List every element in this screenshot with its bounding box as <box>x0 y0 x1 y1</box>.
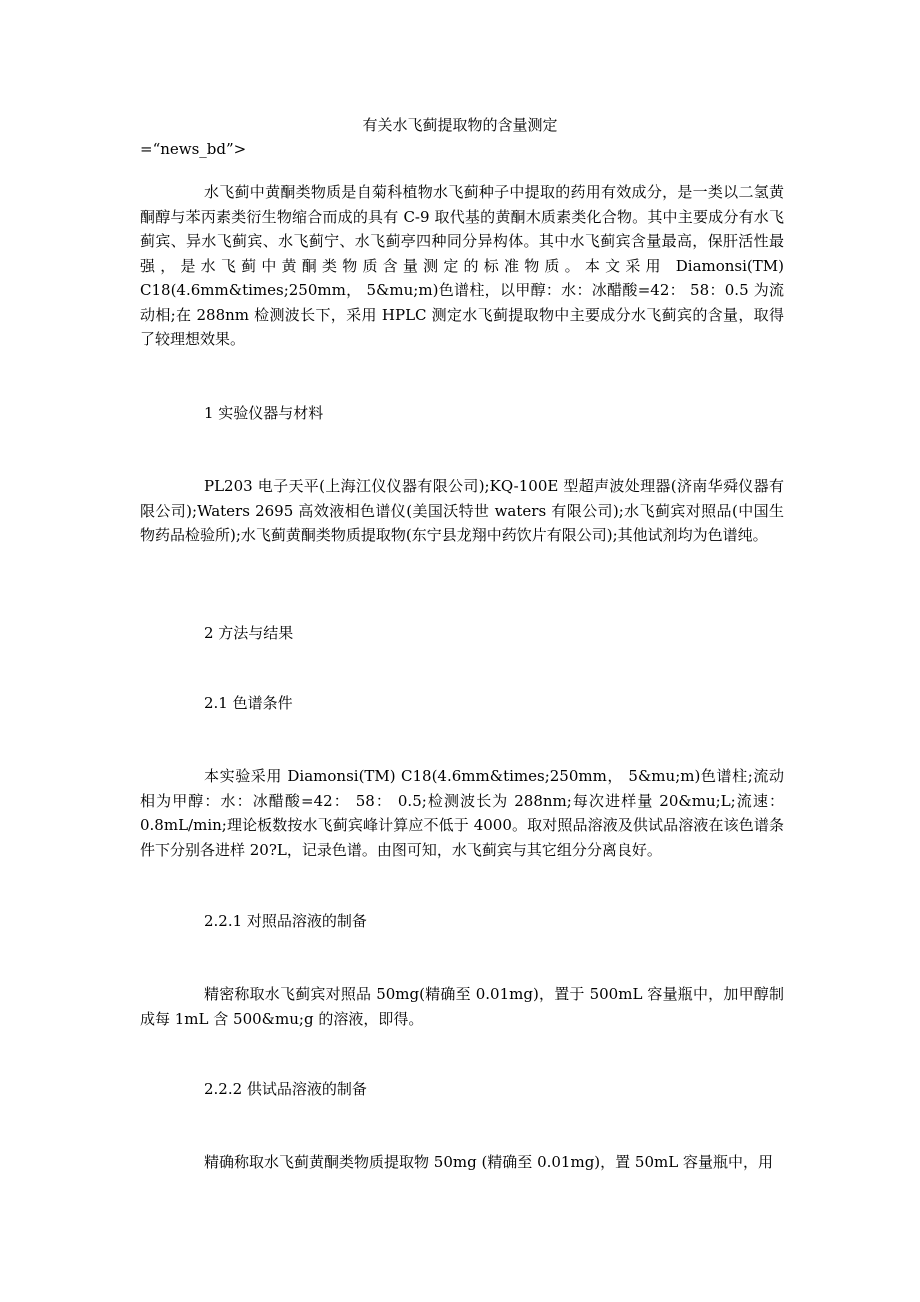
intro-paragraph: 水飞蓟中黄酮类物质是自菊科植物水飞蓟种子中提取的药用有效成分，是一类以二氢黄酮醇与苯丙素类衍生物缩合而成的具有 C-9 取代基的黄酮木质素类化合物。其中主要成分有水飞蓟宾、异水飞蓟宾、水飞蓟宁、水飞蓟亭四种同分异构体。其中水飞蓟宾含量最高，保肝活性最强，是水飞蓟中黄酮类物质含量测定的标准物质。本文采用 Diamonsi(TM) C18(4.6mm&times;250mm， 5&mu;m)色谱柱，以甲醇：水：冰醋酸=42： 58：0.5 为流动相;在 288nm 检测波长下，采用 HPLC 测定水飞蓟提取物中主要成分水飞蓟宾的含量，取得了较理想效果。 <box>140 183 784 348</box>
paragraph-chromatography: 本实验采用 Diamonsi(TM) C18(4.6mm&times;250mm， 5&mu;m)色谱柱;流动相为甲醇：水：冰醋酸=42： 58： 0.5;检测波长为 288nm;每次进样量 20&mu;L;流速： 0.8mL/min;理论板数按水飞蓟宾峰计算应不低于 4000。取对照品溶液及供试品溶液在该色谱条件下分别各进样 20?L，记录色谱。由图可知，水飞蓟宾与其它组分分离良好。 <box>140 767 784 859</box>
section-heading-1: 1 实验仪器与材料 <box>204 404 324 422</box>
section-heading-2-2-1: 2.2.1 对照品溶液的制备 <box>204 912 367 930</box>
paragraph-instruments: PL203 电子天平(上海江仪仪器有限公司);KQ-100E 型超声波处理器(济南华舜仪器有限公司);Waters 2695 高效液相色谱仪(美国沃特世 waters 有限公司);水飞蓟宾对照品(中国生物药品检验所);水飞蓟黄酮类物质提取物(东宁县龙翔中药饮片有限公司);其他试剂均为色谱纯。 <box>140 477 784 544</box>
section-heading-2: 2 方法与结果 <box>204 624 294 642</box>
paragraph-test-solution: 精确称取水飞蓟黄酮类物质提取物 50mg (精确至 0.01mg)，置 50mL 容量瓶中，用 <box>204 1153 773 1171</box>
section-heading-2-1: 2.1 色谱条件 <box>204 694 293 712</box>
stray-markup-text: =“news_bd”> <box>140 140 247 158</box>
paragraph-reference-solution: 精密称取水飞蓟宾对照品 50mg(精确至 0.01mg)，置于 500mL 容量瓶中，加甲醇制成每 1mL 含 500&mu;g 的溶液，即得。 <box>140 985 784 1028</box>
section-heading-2-2-2: 2.2.2 供试品溶液的制备 <box>204 1080 367 1098</box>
document-title: 有关水飞蓟提取物的含量测定 <box>362 116 558 134</box>
